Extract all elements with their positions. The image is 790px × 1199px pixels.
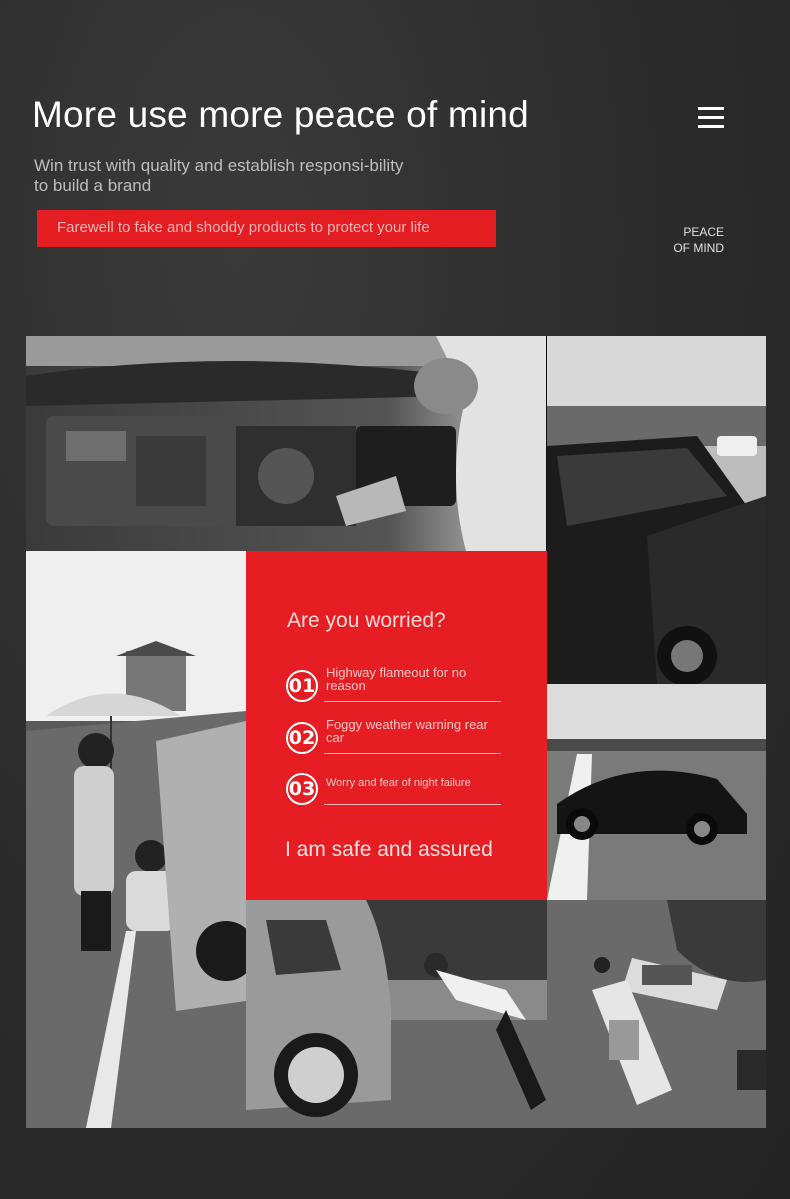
banner-text: Farewell to fake and shoddy products to protect your life	[57, 219, 430, 236]
peace-line-1: PEACE	[683, 225, 724, 239]
worry-info-panel	[246, 551, 547, 900]
page-title: More use more peace of mind	[32, 94, 529, 135]
worry-item	[286, 717, 506, 762]
photo-highway-car	[547, 684, 766, 900]
peace-line-2: OF MIND	[673, 241, 724, 255]
photo-aerial-crash	[547, 900, 766, 1128]
photo-pushing-car	[246, 900, 547, 1128]
photo-car-crash	[547, 336, 766, 684]
item-text: Highway flameout for no reason	[326, 665, 467, 693]
item-number-badge: 03	[286, 773, 318, 805]
page-subtitle: Win trust with quality and establish responsi-bility to build a brand	[34, 156, 404, 195]
item-text: Worry and fear of night failure	[326, 777, 471, 789]
item-divider	[324, 701, 501, 702]
item-number-badge: 01	[286, 670, 318, 702]
item-text: Foggy weather warning rear car	[326, 717, 488, 745]
worry-item	[286, 665, 506, 710]
photo-engine-bay	[26, 336, 546, 551]
item-divider	[324, 753, 501, 754]
panel-footer: I am safe and assured	[285, 838, 493, 861]
hamburger-menu-icon[interactable]	[698, 107, 724, 129]
red-banner	[37, 210, 496, 247]
worry-item	[286, 773, 506, 813]
panel-heading: Are you worried?	[287, 609, 446, 632]
photo-roadside-tire-change	[26, 551, 246, 1128]
item-divider	[324, 804, 501, 805]
item-number-badge: 02	[286, 722, 318, 754]
peace-of-mind-label	[673, 224, 724, 256]
